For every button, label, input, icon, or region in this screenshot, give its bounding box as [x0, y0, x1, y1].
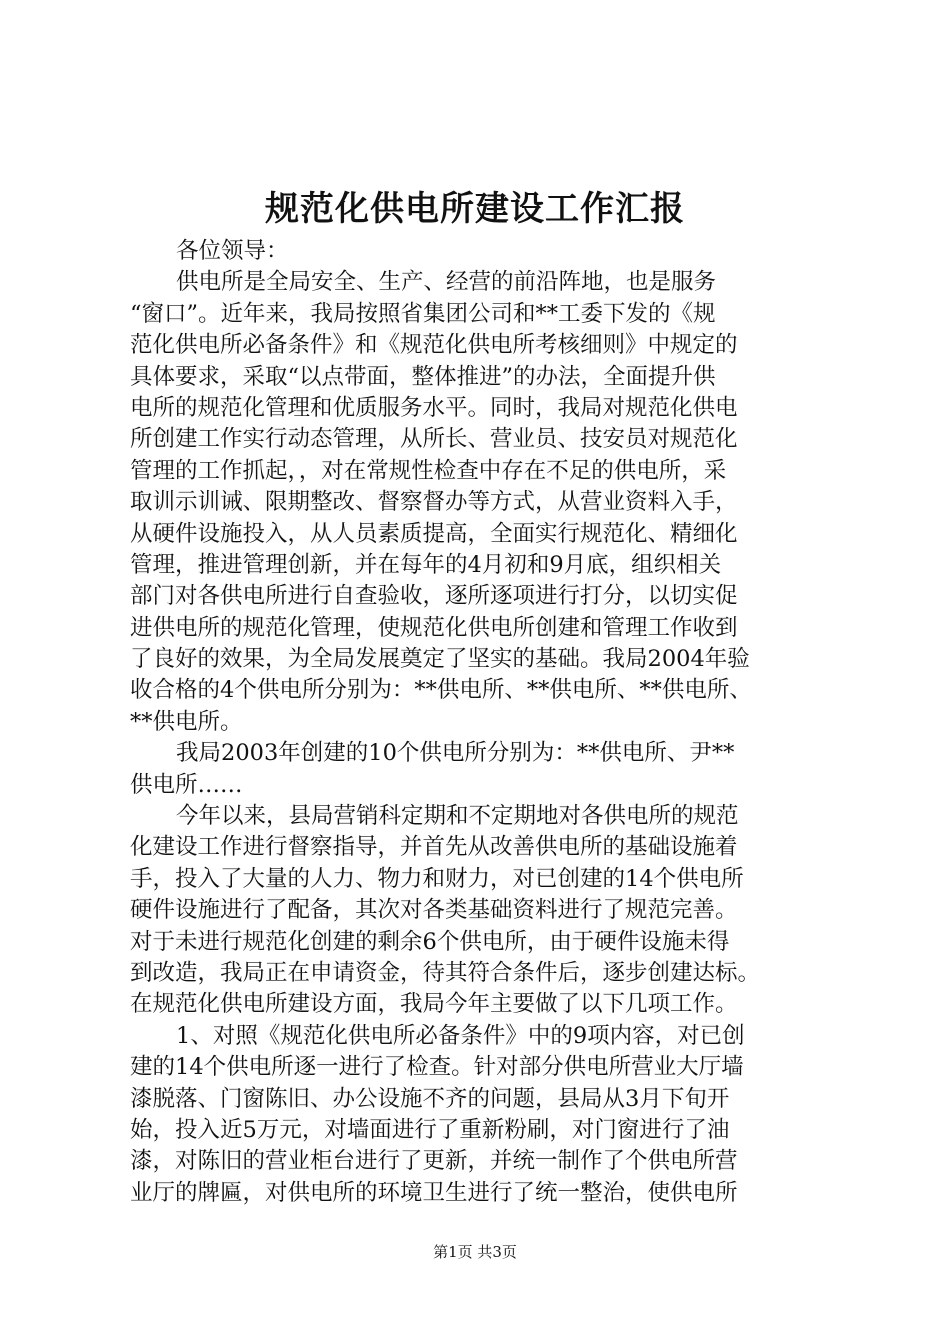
body-line: 到改造，我局正在申请资金，待其符合条件后，逐步创建达标。 — [130, 959, 761, 986]
body-line: 1、对照《规范化供电所必备条件》中的9项内容，对已创 — [176, 1022, 745, 1049]
body-line: 手，投入了大量的人力、物力和财力，对已创建的14个供电所 — [130, 865, 744, 892]
body-line: 在规范化供电所建设方面，我局今年主要做了以下几项工作。 — [130, 991, 738, 1018]
page-footer: 第1页 共3页 — [433, 1243, 517, 1261]
body-line: 所创建工作实行动态管理，从所长、营业员、技安员对规范化 — [130, 426, 738, 453]
body-line: 取训示训诫、限期整改、督察督办等方式，从营业资料入手， — [130, 489, 738, 516]
body-line: 对于未进行规范化创建的剩余6个供电所，由于硬件设施未得 — [130, 928, 730, 955]
body-line: 我局2003年创建的10个供电所分别为：**供电所、尹** — [176, 740, 735, 767]
body-line: 从硬件设施投入，从人员素质提高，全面实行规范化、精细化 — [130, 520, 738, 547]
body-line: 了良好的效果，为全局发展奠定了坚实的基础。我局2004年验 — [130, 646, 750, 673]
body-line: 供电所…… — [130, 771, 243, 798]
body-line: 今年以来，县局营销科定期和不定期地对各供电所的规范 — [176, 803, 739, 830]
body-line: 收合格的4个供电所分别为：**供电所、**供电所、**供电所、 — [130, 677, 752, 704]
body-line: 始，投入近5万元，对墙面进行了重新粉刷，对门窗进行了油 — [130, 1116, 730, 1143]
body-line: 各位领导： — [176, 238, 289, 264]
body-line: 业厅的牌匾，对供电所的环境卫生进行了统一整治，使供电所 — [130, 1179, 738, 1206]
body-line: 漆脱落、门窗陈旧、办公设施不齐的问题，县局从3月下旬开 — [130, 1085, 730, 1112]
body-line: 具体要求，采取“以点带面，整体推进”的办法，全面提升供 — [130, 363, 716, 390]
body-line: 化建设工作进行督察指导，并首先从改善供电所的基础设施着 — [130, 834, 738, 861]
document-title: 规范化供电所建设工作汇报 — [265, 189, 685, 229]
body-line: 供电所是全局安全、生产、经营的前沿阵地，也是服务 — [176, 269, 717, 296]
body-line: 电所的规范化管理和优质服务水平。同时，我局对规范化供电 — [130, 394, 738, 421]
body-line: 漆，对陈旧的营业柜台进行了更新，并统一制作了个供电所营 — [130, 1148, 738, 1175]
body-line: 管理，推进管理创新，并在每年的4月初和9月底，组织相关 — [130, 551, 722, 578]
document-body — [130, 236, 830, 1209]
body-line: 建的14个供电所逐一进行了检查。针对部分供电所营业大厅墙 — [130, 1054, 744, 1081]
body-line: 硬件设施进行了配备，其次对各类基础资料进行了规范完善。 — [130, 897, 738, 924]
body-line: 部门对各供电所进行自查验收，逐所逐项进行打分，以切实促 — [130, 583, 738, 610]
body-line: 范化供电所必备条件》和《规范化供电所考核细则》中规定的 — [130, 332, 738, 359]
body-line: 进供电所的规范化管理，使规范化供电所创建和管理工作收到 — [130, 614, 738, 641]
body-line: 管理的工作抓起，，对在常规性检查中存在不足的供电所，采 — [130, 457, 727, 484]
body-line: **供电所。 — [130, 708, 243, 735]
body-line: “窗口”。近年来，我局按照省集团公司和**工委下发的《规 — [130, 300, 716, 327]
